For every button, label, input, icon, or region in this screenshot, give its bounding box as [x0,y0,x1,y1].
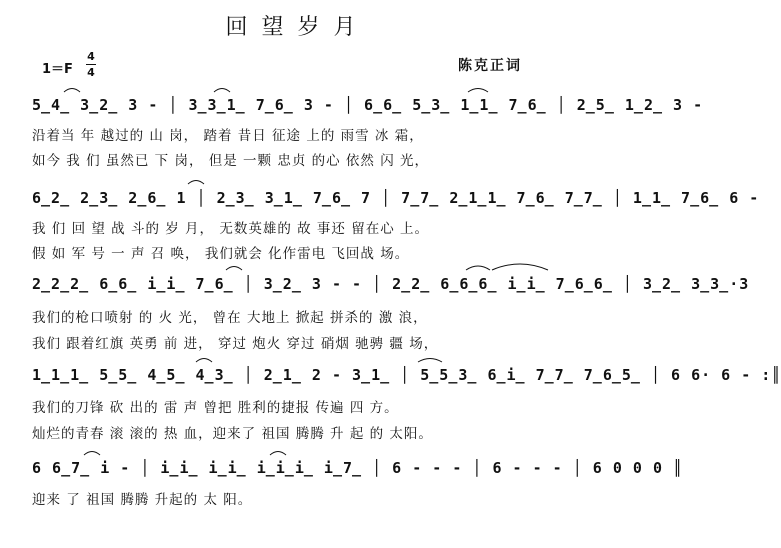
lyricist-credit: 陈克正词 [458,58,522,74]
notes-line-2: 6̲2̲ 2̲3̲ 2̲6̲ 1 │ 2̲3̲ 3̲1̲ 7̲6̲ 7 │ 7̲7̲ 2̲1̲1̲ 7̲6̲ 7̲7̲ │ 1̲1̲ 7̲6̲ 6 - [32,189,760,207]
notes-line-1: 5̲4̲ 3̲2̲ 3 - │ 3̲3̲1̲ 7̲6̲ 3 - │ 6̲6̲ 5̲3̲ 1̲1̲ 7̲6̲ │ 2̲5̲ 1̲2̲ 3 - [32,96,704,114]
song-title: 回望岁月 [225,15,370,40]
lyrics-line-2-verse-1: 我 们 回 望 战 斗的 岁 月， 无数英雄的 故 事还 留在心 上。 [32,221,429,237]
key-signature: 1＝F [42,62,73,77]
lyrics-line-5-verse-1: 迎来 了 祖国 腾腾 升起的 太 阳。 [32,492,253,508]
notes-line-3: 2̲2̲2̲ 6̲6̲ i̲i̲ 7̲6̲ │ 3̲2̲ 3 - - │ 2̲2̲ 6̲6̲6̲ i̲i̲ 7̲6̲6̲ │ 3̲2̲ 3̲3̲·3 [32,275,750,293]
lyrics-line-1-verse-1: 沿着当 年 越过的 山 岗， 踏着 昔日 征途 上的 雨雪 冰 霜， [32,128,424,144]
time-signature-bottom: 4 [87,66,95,79]
lyrics-line-1-verse-2: 如今 我 们 虽然已 下 岗， 但是 一颗 忠贞 的心 依然 闪 光， [32,153,429,169]
lyrics-line-4-verse-2: 灿烂的青春 滚 滚的 热 血，迎来了 祖国 腾腾 升 起 的 太阳。 [32,426,433,442]
lyrics-line-3-verse-1: 我们的枪口喷射 的 火 光， 曾在 大地上 掀起 拼杀的 激 浪， [32,310,428,326]
lyrics-line-4-verse-1: 我们的刀锋 砍 出的 雷 声 曾把 胜利的捷报 传遍 四 方。 [32,400,399,416]
time-signature-top: 4 [87,50,95,63]
notes-line-5: 6 6̲7̲ i - │ i̲i̲ i̲i̲ i̲i̲i̲ i̲7̲ │ 6 - - - │ 6 - - - │ 6 0 0 0 ║ [32,459,684,477]
lyrics-line-3-verse-2: 我们 跟着红旗 英勇 前 进， 穿过 炮火 穿过 硝烟 驰骋 疆 场， [32,336,439,352]
notes-line-4: 1̲1̲1̲ 5̲5̲ 4̲5̲ 4̲3̲ │ 2̲1̲ 2 - 3̲1̲ │ 5̲5̲3̲ 6̲i̲ 7̲7̲ 7̲6̲5̲ │ 6 6· 6 - :║ [32,366,781,384]
lyrics-line-2-verse-2: 假 如 军 号 一 声 召 唤， 我们就会 化作雷电 飞回战 场。 [32,246,410,262]
